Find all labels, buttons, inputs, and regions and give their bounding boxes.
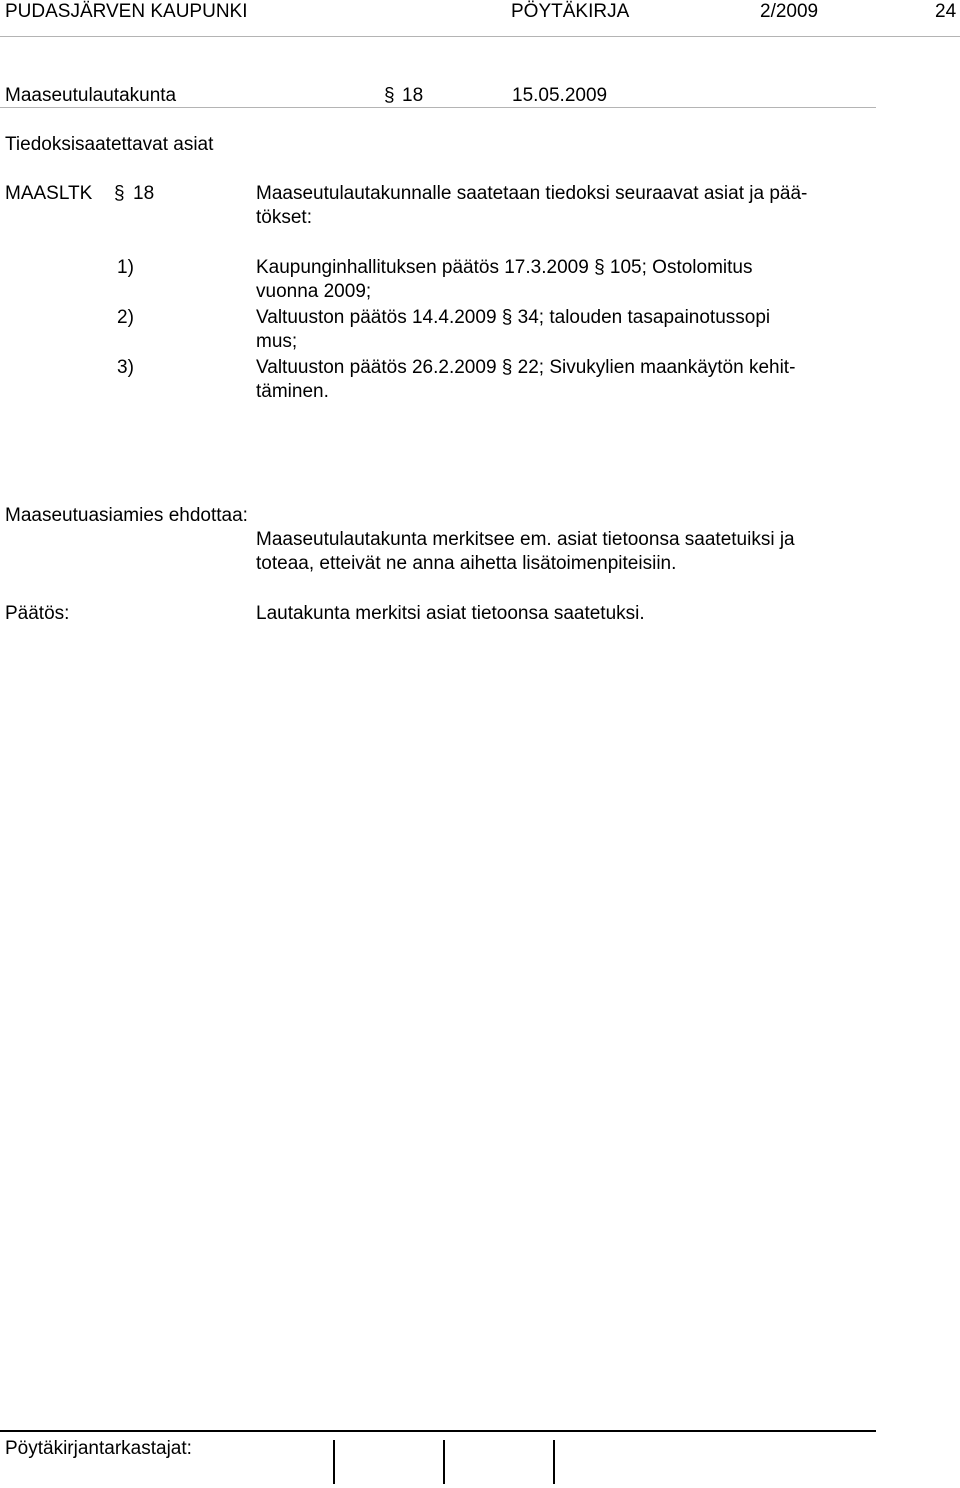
item-ref-prefix: MAASLTK <box>5 183 93 204</box>
header-city: PUDASJÄRVEN KAUPUNKI <box>5 1 248 22</box>
section-symbol: § <box>501 307 513 328</box>
list-item-line2: vuonna 2009; <box>256 281 372 302</box>
item-intro-line1: Maaseutulautakunnalle saatetaan tiedoksi seuraavat asiat ja pää- <box>256 183 808 204</box>
section-title: Tiedoksisaatettavat asiat <box>5 134 214 155</box>
header-page-number: 24 <box>935 1 957 22</box>
list-item <box>256 306 770 354</box>
item-ref-symbol: § <box>114 183 125 204</box>
section-symbol: § <box>501 357 513 378</box>
proposal-label: Maaseutuasiamies ehdottaa: <box>5 505 248 526</box>
list-item-line1 <box>256 306 770 330</box>
list-item-line2: mus; <box>256 331 298 352</box>
list-item-line1 <box>256 356 795 380</box>
item-intro <box>256 182 807 230</box>
section-number: 18 <box>402 85 424 106</box>
signature-line <box>443 1440 445 1484</box>
list-item-line2: täminen. <box>256 381 329 402</box>
header-doc-type: PÖYTÄKIRJA <box>511 1 630 22</box>
list-item-number: 3) <box>117 357 134 378</box>
list-item-text: Kaupunginhallituksen päätös 17.3.2009 <box>256 257 589 278</box>
section-symbol: § <box>384 85 395 106</box>
decision-text: Lautakunta merkitsi asiat tietoonsa saatetuksi. <box>256 603 645 624</box>
list-item-text: 105; Ostolomitus <box>609 257 753 278</box>
item-ref-number: 18 <box>133 183 155 204</box>
proposal-line1: Maaseutulautakunta merkitsee em. asiat tietoonsa saatetuiksi ja <box>256 529 795 550</box>
decision-label: Päätös: <box>5 603 70 624</box>
list-item-number: 2) <box>117 307 134 328</box>
list-item-line1 <box>256 256 753 280</box>
footer-divider <box>0 1430 876 1432</box>
list-item-text: 34; talouden tasapainotussopi <box>517 307 771 328</box>
list-item-text: Valtuuston päätös 26.2.2009 <box>256 357 497 378</box>
list-item-number: 1) <box>117 257 134 278</box>
item-intro-line2: tökset: <box>256 207 312 228</box>
header-divider <box>0 36 960 37</box>
list-item-text: 22; Sivukylien maankäytön kehit- <box>517 357 796 378</box>
signature-line <box>553 1440 555 1484</box>
meeting-divider <box>0 107 876 108</box>
committee-name: Maaseutulautakunta <box>5 85 177 106</box>
section-symbol: § <box>594 257 605 278</box>
proposal-text <box>256 528 795 576</box>
list-item <box>256 356 795 404</box>
list-item <box>256 256 753 304</box>
meeting-date: 15.05.2009 <box>512 85 608 106</box>
header-doc-number: 2/2009 <box>760 1 819 22</box>
proposal-line2: toteaa, etteivät ne anna aihetta lisätoimenpiteisiin. <box>256 553 677 574</box>
list-item-text: Valtuuston päätös 14.4.2009 <box>256 307 497 328</box>
signature-line <box>333 1440 335 1484</box>
footer-label: Pöytäkirjantarkastajat: <box>5 1438 192 1459</box>
